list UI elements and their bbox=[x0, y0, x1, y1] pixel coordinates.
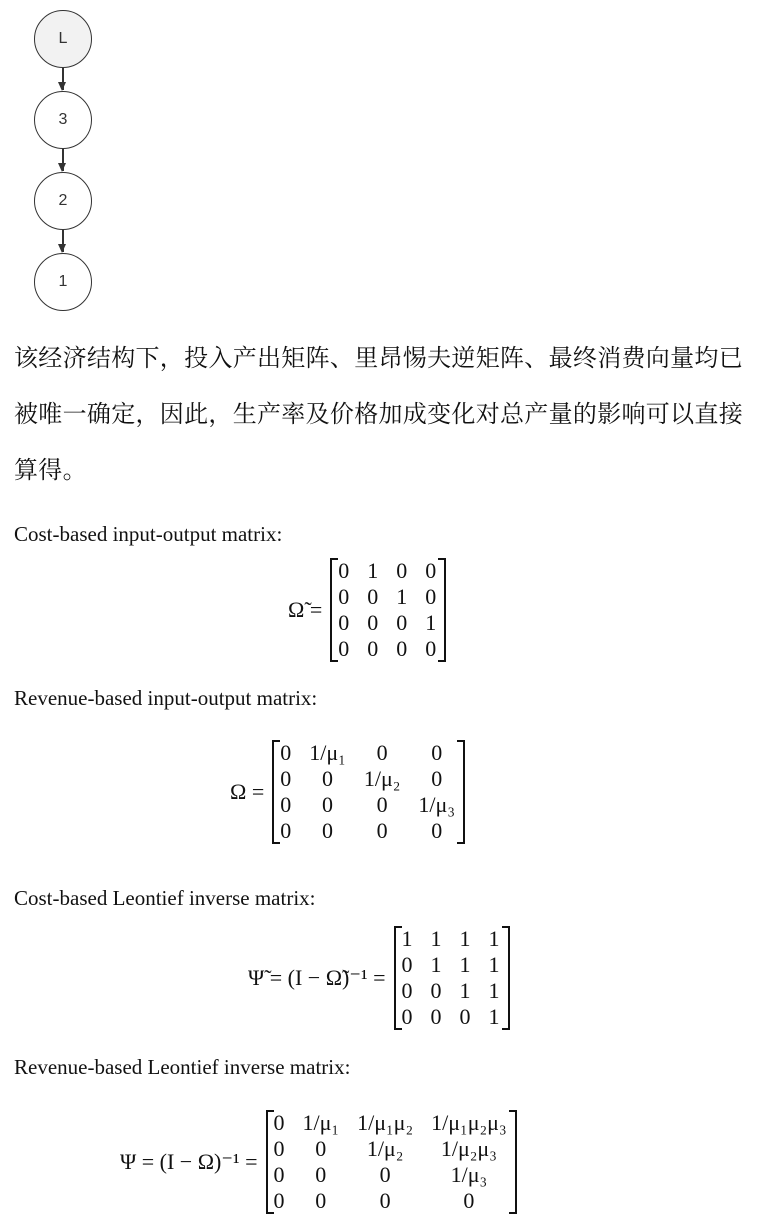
matrix-cell: 1 bbox=[459, 978, 471, 1003]
equation-lhs: Ω̃ = bbox=[288, 597, 323, 622]
matrix-cell: 0 bbox=[338, 636, 350, 661]
equation-lhs: Ψ = (I − Ω)⁻¹ = bbox=[120, 1149, 258, 1174]
matrix-cell: 0 bbox=[379, 1162, 391, 1187]
matrix-cell: 1 bbox=[488, 926, 500, 951]
equation-cost-leontief bbox=[248, 926, 510, 1030]
matrix-cell: 0 bbox=[315, 1188, 327, 1213]
matrix-cell: 0 bbox=[338, 558, 350, 583]
matrix-cell: 0 bbox=[376, 792, 388, 817]
paragraph-line: 被唯一确定，因此，生产率及价格加成变化对总产量的影响可以直接 bbox=[14, 400, 743, 428]
matrix-cell: 0 bbox=[431, 766, 443, 791]
matrix-cell: 0 bbox=[367, 636, 379, 661]
node-3: 3 bbox=[34, 91, 92, 149]
matrix-cell: 1/μ₁μ₂ bbox=[357, 1110, 414, 1135]
matrix-cell: 0 bbox=[463, 1188, 475, 1213]
description-paragraph bbox=[14, 330, 774, 498]
node-1: 1 bbox=[34, 253, 92, 311]
paragraph-line: 算得。 bbox=[14, 456, 87, 484]
matrix-cell: 1/μ₁μ₂μ₃ bbox=[431, 1110, 507, 1135]
matrix-cell: 1 bbox=[430, 952, 442, 977]
matrix-cell: 0 bbox=[379, 1188, 391, 1213]
matrix bbox=[272, 740, 465, 844]
equation-revenue-leontief bbox=[120, 1110, 517, 1214]
matrix-cell: 0 bbox=[376, 818, 388, 843]
matrix-cell: 0 bbox=[430, 1004, 442, 1029]
matrix-cell: 0 bbox=[315, 1136, 327, 1161]
matrix-cell: 1/μ₂ bbox=[366, 1136, 404, 1161]
matrix-cell: 1/μ₁ bbox=[302, 1110, 340, 1135]
matrix-cell: 1/μ₃ bbox=[418, 792, 455, 817]
section-label: Cost-based input-output matrix: bbox=[14, 522, 283, 546]
matrix-cell: 0 bbox=[425, 558, 437, 583]
matrix bbox=[394, 926, 510, 1030]
matrix-cell: 0 bbox=[396, 636, 408, 661]
node-L: L bbox=[34, 10, 92, 68]
matrix-cell: 0 bbox=[431, 818, 443, 843]
matrix-cell: 1/μ₂ bbox=[363, 766, 401, 791]
matrix-cell: 0 bbox=[273, 1188, 285, 1213]
matrix bbox=[266, 1110, 517, 1214]
matrix-cell: 0 bbox=[425, 584, 437, 609]
matrix-cell: 0 bbox=[280, 792, 292, 817]
matrix-cell: 1 bbox=[488, 978, 500, 1003]
matrix-cell: 0 bbox=[280, 740, 292, 765]
matrix-cell: 1 bbox=[488, 1004, 500, 1029]
matrix-cell: 1 bbox=[459, 952, 471, 977]
matrix-cell: 1 bbox=[396, 584, 408, 609]
arrow-icon bbox=[62, 149, 64, 171]
matrix-cell: 0 bbox=[338, 584, 350, 609]
equation-cost-io bbox=[288, 558, 446, 662]
matrix-cell: 0 bbox=[322, 766, 334, 791]
matrix-cell: 0 bbox=[273, 1162, 285, 1187]
matrix bbox=[330, 558, 446, 662]
section-label: Cost-based Leontief inverse matrix: bbox=[14, 886, 316, 910]
equation-lhs: Ψ̃ = (I − Ω̃)⁻¹ = bbox=[248, 965, 386, 990]
matrix-cell: 0 bbox=[367, 610, 379, 635]
matrix-cell: 1 bbox=[401, 926, 413, 951]
matrix-cell: 0 bbox=[280, 818, 292, 843]
matrix-cell: 0 bbox=[280, 766, 292, 791]
matrix-cell: 0 bbox=[425, 636, 437, 661]
matrix-cell: 0 bbox=[401, 978, 413, 1003]
matrix-cell: 1 bbox=[459, 926, 471, 951]
paragraph-line: 该经济结构下，投入产出矩阵、里昂惕夫逆矩阵、最终消费向量均已 bbox=[14, 344, 743, 372]
matrix-cell: 0 bbox=[459, 1004, 471, 1029]
matrix-cell: 1/μ₃ bbox=[450, 1162, 488, 1187]
matrix-cell: 0 bbox=[273, 1110, 285, 1135]
matrix-cell: 0 bbox=[431, 740, 443, 765]
matrix-cell: 1 bbox=[425, 610, 437, 635]
section-label: Revenue-based input-output matrix: bbox=[14, 686, 318, 710]
matrix-cell: 1 bbox=[430, 926, 442, 951]
node-2: 2 bbox=[34, 172, 92, 230]
matrix-cell: 1 bbox=[488, 952, 500, 977]
matrix-cell: 0 bbox=[396, 610, 408, 635]
matrix-cell: 0 bbox=[376, 740, 388, 765]
matrix-cell: 0 bbox=[338, 610, 350, 635]
section-label: Revenue-based Leontief inverse matrix: bbox=[14, 1055, 351, 1079]
matrix-cell: 0 bbox=[322, 818, 334, 843]
equation-revenue-io bbox=[230, 740, 465, 844]
matrix-cell: 0 bbox=[401, 952, 413, 977]
arrow-icon bbox=[62, 230, 64, 252]
matrix-cell: 1/μ₁ bbox=[309, 740, 346, 765]
matrix-cell: 0 bbox=[401, 1004, 413, 1029]
matrix-cell: 0 bbox=[315, 1162, 327, 1187]
matrix-cell: 1 bbox=[367, 558, 379, 583]
matrix-cell: 0 bbox=[367, 584, 379, 609]
matrix-cell: 1/μ₂μ₃ bbox=[440, 1136, 497, 1161]
arrow-icon bbox=[62, 68, 64, 90]
matrix-cell: 0 bbox=[430, 978, 442, 1003]
matrix-cell: 0 bbox=[322, 792, 334, 817]
equation-lhs: Ω = bbox=[230, 779, 265, 804]
matrix-cell: 0 bbox=[396, 558, 408, 583]
matrix-cell: 0 bbox=[273, 1136, 285, 1161]
